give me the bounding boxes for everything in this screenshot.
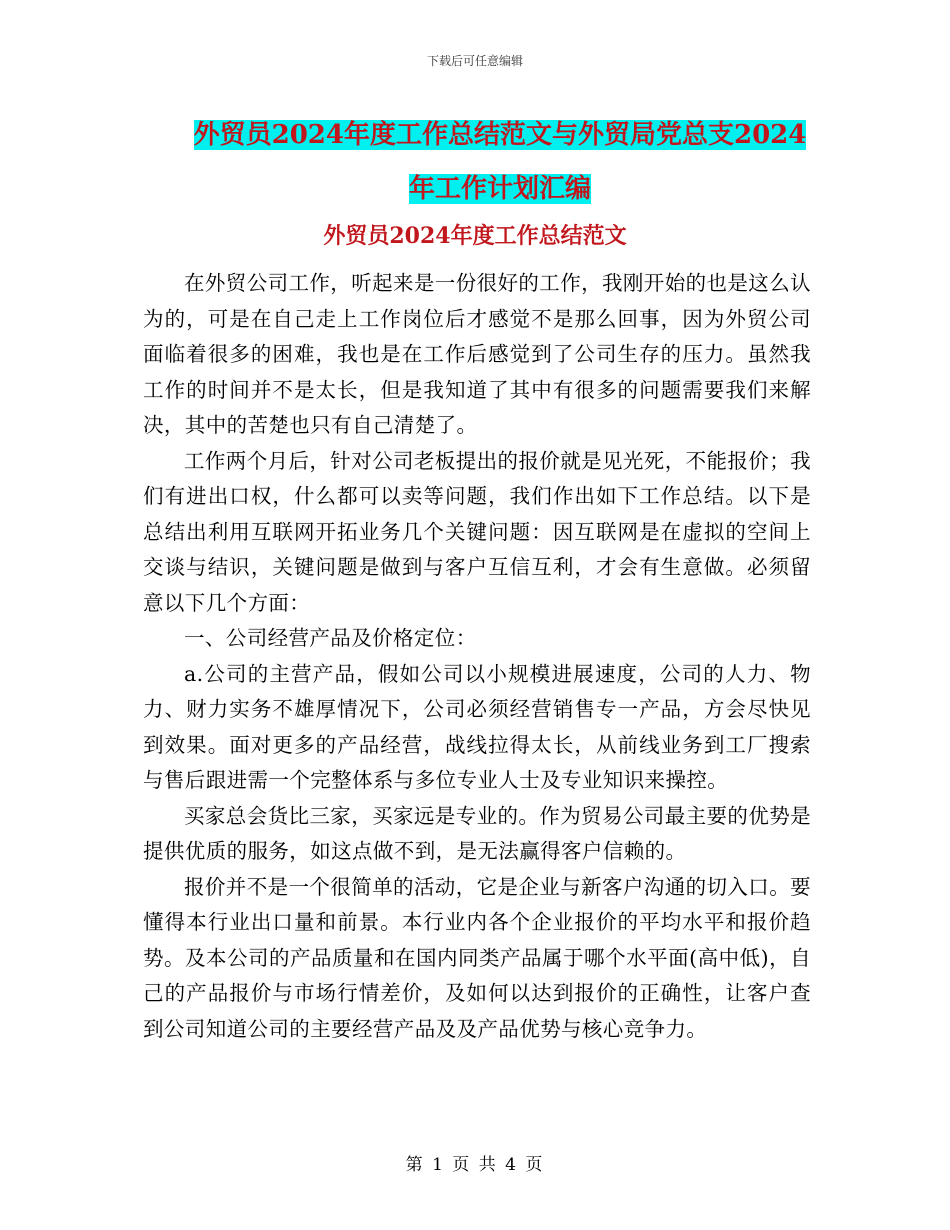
document-title — [150, 108, 850, 216]
paragraph: 工作两个月后，针对公司老板提出的报价就是见光死，不能报价；我们有进出口权，什么都可以卖等问题，我们作出如下工作总结。以下是总结出利用互联网开拓业务几个关键问题：因互联网是在虚拟的空间上交谈与结识，关键问题是做到与客户互信互利，才会有生意做。必须留意以下几个方面： — [143, 448, 811, 615]
paragraph: a.公司的主营产品，假如公司以小规模进展速度，公司的人力、物力、财力实务不雄厚情况下，公司必须经营销售专一产品，方会尽快见到效果。面对更多的产品经营，战线拉得太长，从前线业务到工厂搜索与售后跟进需一个完整体系与多位专业人士及专业知识来操控。 — [143, 661, 811, 792]
paragraph: 在外贸公司工作，听起来是一份很好的工作，我刚开始的也是这么认为的，可是在自己走上工作岗位后才感觉不是那么回事，因为外贸公司面临着很多的困难，我也是在工作后感觉到了公司生存的压力。虽然我工作的时间并不是太长，但是我知道了其中有很多的问题需要我们来解决，其中的苦楚也只有自己清楚了。 — [143, 271, 811, 437]
paragraph: 一、公司经营产品及价格定位： — [184, 626, 477, 650]
document-body — [143, 266, 811, 1047]
section-title: 外贸员2024年度工作总结范文 — [323, 223, 627, 249]
paragraph: 报价并不是一个很简单的活动，它是企业与新客户沟通的切入口。要懂得本行业出口量和前景。本行业内各个企业报价的平均水平和报价趋势。及本公司的产品质量和在国内同类产品属于哪个水平面(高中低)，自己的产品报价与市场行情差价，及如何以达到报价的正确性，让客户查到公司知道公司的主要经营产品及及产品优势与核心竞争力。 — [143, 874, 811, 1041]
document-title-line1: 外贸员2024年度工作总结范文与外贸局党总支2024 — [193, 120, 807, 150]
paragraph: 买家总会货比三家，买家远是专业的。作为贸易公司最主要的优势是提供优质的服务，如这点做不到，是无法赢得客户信赖的。 — [143, 803, 811, 863]
page-number: 第 1 页 共 4 页 — [405, 1155, 545, 1175]
document-title-line2: 年工作计划汇编 — [408, 174, 591, 204]
header-note: 下载后可任意编辑 — [426, 54, 523, 68]
